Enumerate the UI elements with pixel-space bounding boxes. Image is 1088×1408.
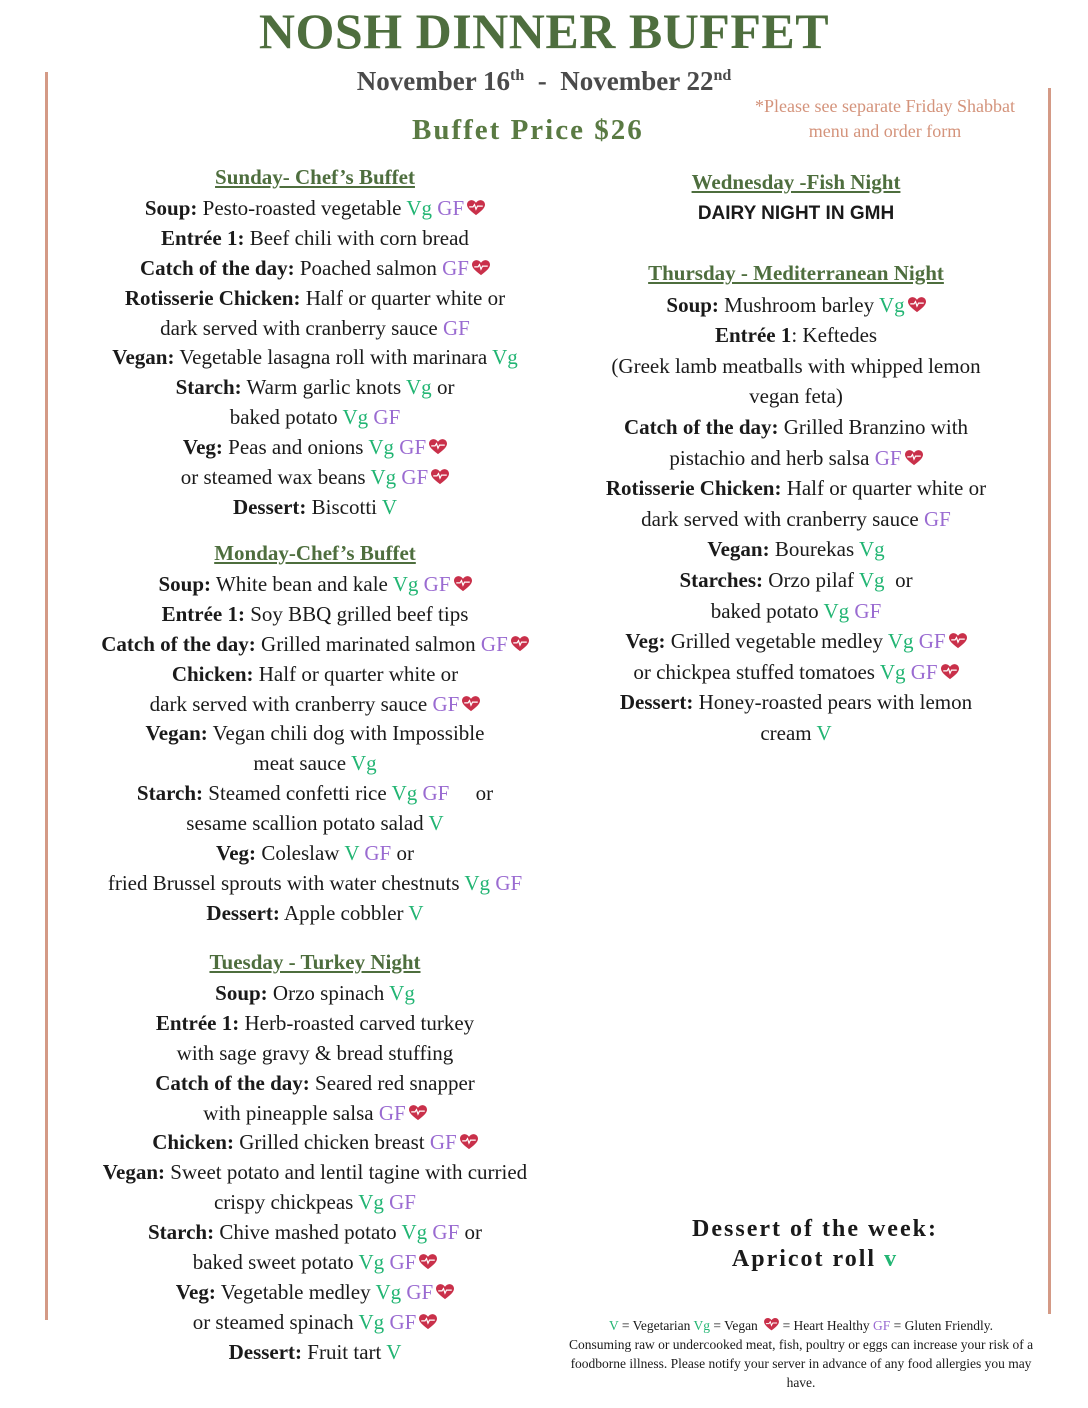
vegan-badge: Vg [859, 537, 885, 562]
menu-line-text: Grilled Branzino with [778, 414, 969, 439]
menu-line [55, 839, 575, 869]
vegan-badge: Vg [464, 870, 491, 895]
menu-line-label: Veg: [175, 1279, 216, 1304]
menu-line-text: Half or quarter white or [253, 661, 459, 686]
menu-line-text: sesame scallion potato salad [186, 811, 429, 836]
menu-line-label: Catch of the day: [140, 255, 295, 280]
menu-line [575, 351, 1017, 382]
menu-line-label: Soup: [215, 980, 268, 1005]
menu-line-label: Soup: [666, 292, 719, 317]
heart-healthy-icon [436, 1284, 454, 1300]
menu-line-text: with sage gravy & bread stuffing [176, 1040, 454, 1065]
menu-line [55, 869, 575, 899]
gluten-friendly-badge: GF [437, 195, 465, 220]
gluten-friendly-badge: GF [422, 781, 450, 806]
menu-line [55, 809, 575, 839]
legend-gf-symbol: GF [873, 1318, 891, 1333]
vegan-badge: Vg [878, 292, 905, 317]
menu-line-text: Vegetable medley [215, 1279, 376, 1304]
monday-lines [55, 570, 575, 929]
menu-line-text: White bean and kale [211, 571, 393, 596]
vegetarian-badge: V [381, 494, 398, 519]
dessert-of-the-week [640, 1214, 990, 1274]
heart-healthy-icon [462, 696, 480, 712]
menu-line-text: dark served with cranberry sauce [160, 315, 443, 340]
menu-line [55, 1069, 575, 1099]
vegan-badge: Vg [887, 629, 914, 654]
heart-healthy-icon [905, 450, 923, 466]
gluten-friendly-badge: GF [918, 629, 946, 654]
menu-line-label: Soup: [158, 571, 211, 596]
menu-line-text: cream [760, 720, 817, 745]
menu-line-text: or chickpea stuffed tomatoes [633, 659, 880, 684]
right-divider [1048, 88, 1051, 1314]
legend-heart-desc: = Heart Healthy [779, 1318, 874, 1333]
menu-line [575, 657, 1017, 688]
menu-line [575, 412, 1017, 443]
menu-line-label: Starch: [136, 781, 204, 806]
menu-line [55, 463, 575, 493]
gluten-friendly-badge: GF [389, 1309, 417, 1334]
vegan-badge: Vg [406, 375, 432, 400]
gluten-friendly-badge: GF [442, 255, 469, 280]
menu-line [55, 433, 575, 463]
gluten-friendly-badge: GF [854, 598, 882, 623]
menu-line-text: Grilled vegetable medley [665, 629, 888, 654]
gluten-friendly-badge: GF [373, 405, 401, 430]
menu-line-text: Sweet potato and lentil tagine with curried [165, 1160, 528, 1185]
menu-line [55, 749, 575, 779]
menu-line-text: Orzo pilaf [763, 567, 859, 592]
menu-line-label: Veg: [216, 841, 257, 866]
gluten-friendly-badge: GF [423, 571, 451, 596]
menu-line-text: Pesto-roasted vegetable [197, 195, 407, 220]
menu-line [55, 1009, 575, 1039]
heart-healthy-icon [467, 200, 485, 216]
gluten-friendly-badge: GF [401, 465, 429, 490]
menu-line [575, 565, 1017, 596]
menu-line-label: Starches: [679, 567, 764, 592]
menu-line-label: Vegan: [145, 721, 208, 746]
menu-line [55, 660, 575, 690]
vegan-badge: Vg [389, 980, 415, 1005]
menu-line-text: Warm garlic knots [241, 375, 407, 400]
menu-line-text: Fruit tart [302, 1339, 387, 1364]
menu-line-label: Dessert: [232, 494, 307, 519]
menu-line-label: Veg: [625, 629, 666, 654]
menu-line-text: Herb-roasted carved turkey [239, 1010, 475, 1035]
menu-line-text: Seared red snapper [309, 1070, 475, 1095]
vegetarian-badge: V [386, 1339, 402, 1364]
menu-line-text: fried Brussel sprouts with water chestnuts [107, 870, 465, 895]
menu-line [55, 979, 575, 1009]
menu-line [55, 779, 575, 809]
tuesday-heading: Tuesday - Turkey Night [209, 950, 421, 974]
gluten-friendly-badge: GF [399, 435, 427, 460]
menu-line-label: Entrée 1 [714, 323, 792, 348]
date-range [0, 66, 1088, 97]
menu-line-label: Soup: [144, 195, 198, 220]
vegan-badge: Vg [358, 1250, 385, 1275]
vegan-badge: Vg [406, 195, 433, 220]
monday-heading: Monday-Chef’s Buffet [214, 541, 416, 565]
shabbat-note: *Please see separate Friday Shabbat menu and order form [755, 96, 1015, 141]
gluten-friendly-badge: GF [874, 445, 902, 470]
tuesday-lines [55, 979, 575, 1368]
menu-line [55, 690, 575, 720]
vegan-badge: Vg [391, 781, 418, 806]
menu-line [55, 284, 575, 314]
menu-line [575, 626, 1017, 657]
thursday-lines [575, 290, 1017, 749]
menu-line [575, 381, 1017, 412]
menu-line-text: Chive mashed potato [214, 1220, 402, 1245]
menu-line [55, 1039, 575, 1069]
menu-line [575, 320, 1017, 351]
vegetarian-badge: V [408, 900, 424, 925]
legend-vegan-desc: = Vegan [709, 1318, 762, 1333]
start-date-suffix: th [509, 67, 525, 84]
sunday-heading: Sunday- Chef’s Buffet [215, 165, 415, 189]
menu-line [55, 224, 575, 254]
menu-line-text: or steamed wax beans [180, 465, 371, 490]
vegan-badge: Vg [401, 1220, 428, 1245]
gluten-friendly-badge: GF [480, 631, 508, 656]
menu-line-label: Dessert: [619, 690, 694, 715]
menu-line-text: Grilled chicken breast [233, 1130, 430, 1155]
legend-key [556, 1316, 1046, 1335]
heart-healthy-icon [764, 1318, 779, 1331]
heart-healthy-icon [454, 576, 472, 592]
end-date: November 22 [560, 66, 714, 96]
menu-line-label: Vegan: [102, 1160, 166, 1185]
menu-line-label: Chicken: [152, 1130, 234, 1155]
vegan-badge: Vg [370, 465, 397, 490]
menu-line-label: Entrée 1: [161, 225, 245, 250]
gluten-friendly-badge: GF [389, 1190, 416, 1215]
menu-line [575, 534, 1017, 565]
menu-line [55, 1278, 575, 1308]
gluten-friendly-badge: GF [378, 1100, 406, 1125]
vegan-badge: Vg [823, 598, 850, 623]
menu-line-suffix: or [431, 375, 455, 400]
menu-line-label: Vegan: [707, 537, 770, 562]
menu-line-label: Dessert: [228, 1339, 303, 1364]
menu-line [575, 504, 1017, 535]
menu-line-text: Peas and onions [222, 435, 369, 460]
legend-gf-desc: = Gluten Friendly. [890, 1318, 994, 1333]
menu-line-suffix: or [449, 781, 494, 806]
menu-line-text: Biscotti [306, 494, 382, 519]
legend-warning: Consuming raw or undercooked meat, fish, poultry or eggs can increase your risk of a foodborne illness. Please notify your server in advance of any food allergies you may have. [568, 1337, 1034, 1390]
menu-line-label: Chicken: [171, 661, 254, 686]
menu-line-text: baked potato [710, 598, 824, 623]
menu-line [55, 314, 575, 344]
menu-line-label: Veg: [182, 435, 223, 460]
vegan-badge: Vg [358, 1309, 385, 1334]
menu-line-label: Rotisserie Chicken: [605, 476, 782, 501]
menu-line [55, 194, 575, 224]
menu-line-text: Vegetable lasagna roll with marinara [174, 345, 493, 370]
vegan-badge: Vg [858, 567, 885, 592]
menu-line-text: Coleslaw [256, 841, 345, 866]
vegan-badge: Vg [350, 751, 377, 776]
menu-line-label: Catch of the day: [623, 414, 779, 439]
menu-line-label: Rotisserie Chicken: [124, 285, 301, 310]
menu-line-text: Soy BBQ grilled beef tips [244, 601, 469, 626]
menu-line-label: Starch: [147, 1220, 215, 1245]
monday-menu [55, 539, 575, 929]
menu-line [55, 1158, 575, 1188]
menu-line-text: Orzo spinach [267, 980, 390, 1005]
wednesday-menu [575, 168, 1017, 229]
end-date-suffix: nd [713, 67, 732, 84]
menu-line [55, 1188, 575, 1218]
tuesday-menu [55, 948, 575, 1368]
menu-line-text: dark served with cranberry sauce [641, 506, 924, 531]
heart-healthy-icon [419, 1314, 437, 1330]
heart-healthy-icon [908, 297, 926, 313]
menu-line [55, 600, 575, 630]
vegan-badge: Vg [368, 435, 395, 460]
menu-line-text: crispy chickpeas [213, 1190, 359, 1215]
menu-line-text: Grilled marinated salmon [255, 631, 481, 656]
menu-line-label: Catch of the day: [155, 1070, 310, 1095]
menu-line-text: Bourekas [769, 537, 859, 562]
sunday-menu [55, 163, 575, 523]
menu-line-text: pistachio and herb salsa [669, 445, 875, 470]
menu-line [55, 1099, 575, 1129]
gluten-friendly-badge: GF [442, 315, 470, 340]
heart-healthy-icon [429, 439, 447, 455]
menu-line [55, 1218, 575, 1248]
menu-line [55, 343, 575, 373]
heart-healthy-icon [431, 469, 449, 485]
dotw-item-name: Apricot roll [731, 1246, 885, 1272]
menu-line-text: : Keftedes [791, 323, 878, 348]
gluten-friendly-badge: GF [923, 506, 951, 531]
heart-healthy-icon [409, 1105, 427, 1121]
gluten-friendly-badge: GF [432, 1220, 460, 1245]
menu-line-label: Dessert: [206, 900, 280, 925]
wednesday-note: DAIRY NIGHT IN GMH [697, 202, 895, 224]
menu-line-text: Beef chili with corn bread [244, 225, 469, 250]
heart-healthy-icon [511, 636, 529, 652]
menu-line [575, 596, 1017, 627]
menu-line-text: Half or quarter white or [300, 285, 506, 310]
menu-line-text: Poached salmon [294, 255, 443, 280]
vegetarian-badge: V [816, 720, 832, 745]
heart-healthy-icon [949, 633, 967, 649]
menu-line [55, 1338, 575, 1368]
menu-line [575, 473, 1017, 504]
legend-vegan-symbol: Vg [693, 1318, 710, 1333]
vegetarian-badge: V [428, 811, 444, 836]
menu-line [55, 373, 575, 403]
menu-line-text: baked potato [229, 405, 343, 430]
menu-line-text: Mushroom barley [718, 292, 879, 317]
heart-healthy-icon [460, 1134, 478, 1150]
vegetarian-badge: v [884, 1246, 899, 1272]
vegan-badge: Vg [342, 405, 369, 430]
menu-line-text: with pineapple salsa [203, 1100, 379, 1125]
menu-line-label: Starch: [175, 375, 242, 400]
gluten-friendly-badge: GF [364, 841, 392, 866]
page-title: NOSH DINNER BUFFET [258, 3, 830, 59]
sunday-lines [55, 194, 575, 523]
gluten-friendly-badge: GF [432, 691, 460, 716]
thursday-heading: Thursday - Mediterranean Night [648, 261, 944, 285]
start-date: November 16 [356, 66, 510, 96]
menu-line-text: Vegan chili dog with Impossible [207, 721, 485, 746]
menu-line-text: vegan feta) [749, 384, 843, 409]
vegan-badge: Vg [879, 659, 906, 684]
left-divider [45, 72, 48, 1320]
gluten-friendly-badge: GF [910, 659, 938, 684]
menu-line-label: Vegan: [112, 345, 175, 370]
heart-healthy-icon [419, 1254, 437, 1270]
vegan-badge: Vg [392, 571, 419, 596]
gluten-friendly-badge: GF [429, 1130, 457, 1155]
gluten-friendly-badge: GF [389, 1250, 417, 1275]
vegan-badge: Vg [375, 1279, 402, 1304]
menu-line [55, 254, 575, 284]
menu-line [575, 718, 1017, 749]
menu-line [575, 687, 1017, 718]
buffet-price: Buffet Price $26 [412, 114, 644, 146]
menu-line [55, 1128, 575, 1158]
menu-line-text: or steamed spinach [192, 1309, 359, 1334]
heart-healthy-icon [941, 664, 959, 680]
wednesday-heading: Wednesday -Fish Night [691, 170, 901, 194]
legend-vegetarian-desc: = Vegetarian [618, 1318, 694, 1333]
menu-line-label: Catch of the day: [101, 631, 256, 656]
menu-line [55, 1308, 575, 1338]
menu-line-text: (Greek lamb meatballs with whipped lemon [611, 353, 981, 378]
menu-line-suffix: or [884, 567, 913, 592]
dotw-title: Dessert of the week: [692, 1216, 938, 1242]
menu-line-text: baked sweet potato [192, 1250, 359, 1275]
menu-line-text: Apple cobbler [279, 900, 409, 925]
menu-line [55, 630, 575, 660]
menu-line-suffix: or [459, 1220, 483, 1245]
menu-line-text: dark served with cranberry sauce [149, 691, 433, 716]
menu-line-label: Entrée 1: [155, 1010, 240, 1035]
menu-line-text: Steamed confetti rice [203, 781, 392, 806]
date-separator: - [537, 66, 547, 96]
gluten-friendly-badge: GF [495, 870, 523, 895]
menu-line-text: meat sauce [253, 751, 351, 776]
dotw-item [640, 1244, 990, 1274]
heart-healthy-icon [472, 260, 490, 276]
vegan-badge: Vg [492, 345, 518, 370]
thursday-menu [575, 258, 1017, 749]
menu-line [55, 1248, 575, 1278]
vegetarian-badge: V [344, 841, 360, 866]
gluten-friendly-badge: GF [406, 1279, 434, 1304]
legend [556, 1316, 1046, 1392]
menu-line-label: Entrée 1: [161, 601, 245, 626]
menu-line [55, 403, 575, 433]
menu-line [55, 719, 575, 749]
menu-line [55, 493, 575, 523]
menu-line [55, 570, 575, 600]
legend-vegetarian-symbol: V [608, 1318, 619, 1333]
menu-line-text: Honey-roasted pears with lemon [693, 690, 973, 715]
menu-line-suffix: or [391, 841, 414, 866]
menu-line [55, 899, 575, 929]
menu-line-text: Half or quarter white or [781, 476, 987, 501]
menu-line [575, 443, 1017, 474]
vegan-badge: Vg [358, 1190, 384, 1215]
menu-line [575, 290, 1017, 321]
